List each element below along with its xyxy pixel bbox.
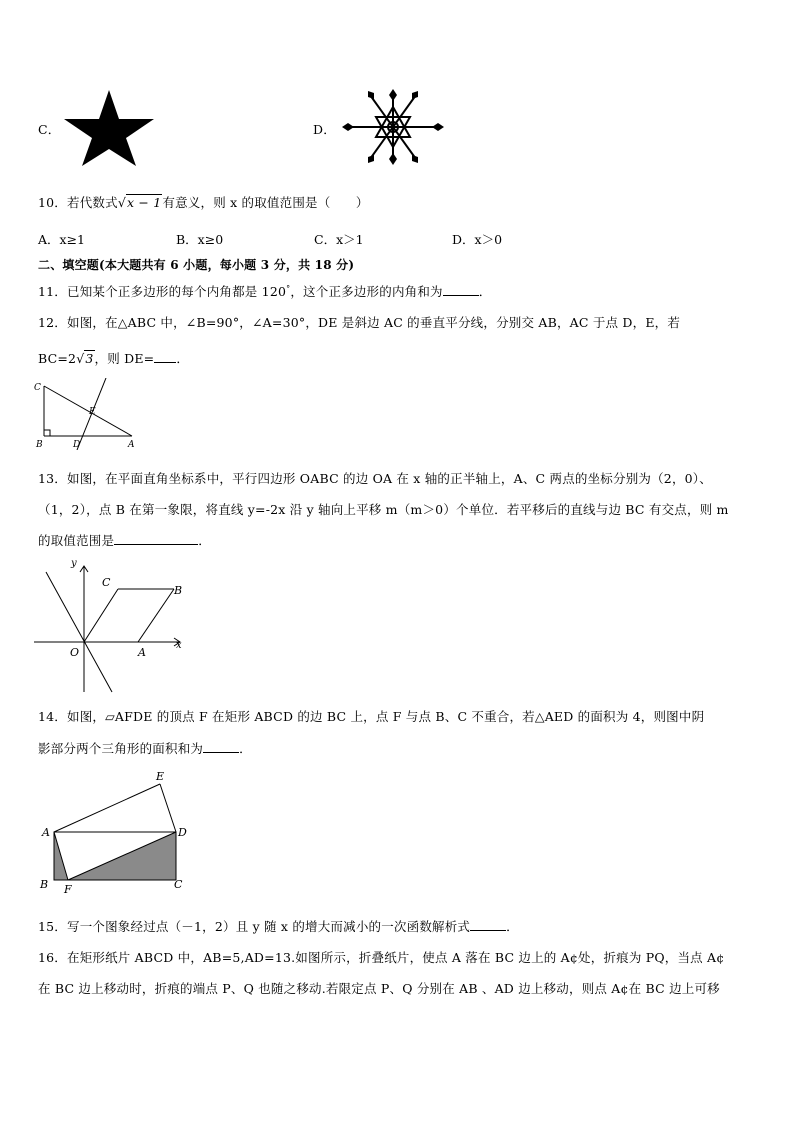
question-11: 11．已知某个正多边形的每个内角都是 120°，这个正多边形的内角和为 ． bbox=[38, 283, 492, 299]
question-14-line1: 14．如图，▱AFDE 的顶点 F 在矩形 ABCD 的边 BC 上，点 F 与点 B、C 不重合，若△AED 的面积为 4，则图中阴 bbox=[38, 709, 705, 724]
question-13-line2: （1，2），点 B 在第一象限，将直线 y=-2x 沿 y 轴向上平移 m（m＞0）个单位．若平移后的直线与边 BC 有交点，则 m bbox=[38, 502, 729, 517]
label-x: x bbox=[176, 640, 182, 651]
question-16-line1: 16．在矩形纸片 ABCD 中，AB=5,AD=13.如图所示，折叠纸片，使点 A 落在 BC 边上的 A¢处，折痕为 PQ，当点 A¢ bbox=[38, 950, 725, 965]
label-a: A bbox=[138, 646, 146, 659]
q10-option-c: C．x＞1 bbox=[314, 232, 364, 247]
question-15: 15．写一个图象经过点（－1，2）且 y 随 x 的增大而减小的一次函数解析式 ． bbox=[38, 919, 519, 934]
label-c: C bbox=[174, 878, 183, 891]
label-b: B bbox=[174, 584, 183, 597]
parallelogram-rectangle-figure bbox=[36, 768, 196, 894]
label-c: C bbox=[102, 576, 111, 589]
label-a: A bbox=[128, 440, 135, 450]
snowflake-icon bbox=[340, 87, 446, 167]
q10-option-a: A．x≥1 bbox=[38, 232, 86, 247]
question-14-line2: 影部分两个三角形的面积和为 ． bbox=[38, 741, 252, 756]
question-12-line2: BC=2√3，则 DE= ． bbox=[38, 351, 190, 366]
answer-blank bbox=[114, 532, 198, 545]
answer-blank bbox=[470, 918, 506, 931]
label-e: E bbox=[156, 770, 165, 783]
label-b: B bbox=[40, 878, 49, 891]
option-d-label: D． bbox=[313, 122, 336, 137]
label-o: O bbox=[70, 646, 80, 659]
star-icon bbox=[62, 88, 156, 168]
label-b: B bbox=[36, 440, 43, 450]
q10-option-b: B．x≥0 bbox=[176, 232, 224, 247]
question-13-line3: 的取值范围是 ． bbox=[38, 533, 211, 548]
label-e: E bbox=[89, 407, 96, 417]
sqrt-expression: √x − 1 bbox=[117, 195, 162, 210]
answer-blank bbox=[203, 740, 239, 753]
option-c-label: C． bbox=[38, 122, 61, 137]
label-d: D bbox=[73, 440, 81, 450]
label-d: D bbox=[178, 826, 187, 839]
label-f: F bbox=[64, 883, 72, 894]
label-y: y bbox=[71, 558, 77, 569]
answer-blank bbox=[154, 350, 176, 363]
label-a: A bbox=[42, 826, 50, 839]
question-13-line1: 13．如图，在平面直角坐标系中，平行四边形 OABC 的边 OA 在 x 轴的正半轴上，A、C 两点的坐标分别为（2，0）、 bbox=[38, 471, 712, 486]
answer-blank bbox=[443, 283, 479, 296]
triangle-figure bbox=[32, 378, 142, 450]
q10-option-d: D．x＞0 bbox=[452, 232, 503, 247]
label-c: C bbox=[34, 383, 41, 393]
coordinate-figure bbox=[34, 554, 194, 696]
section-heading: 二、填空题(本大题共有 6 小题，每小题 3 分，共 18 分) bbox=[38, 258, 355, 272]
question-12-line1: 12．如图，在△ABC 中，∠B=90°，∠A=30°，DE 是斜边 AC 的垂直平分线，分别交 AB，AC 于点 D，E，若 bbox=[38, 315, 681, 330]
question-16-line2: 在 BC 边上移动时，折痕的端点 P、Q 也随之移动.若限定点 P、Q 分别在 AB 、AD 边上移动，则点 A¢在 BC 边上可移 bbox=[38, 981, 720, 996]
question-10: 10．若代数式√x − 1有意义，则 x 的取值范围是（ ） bbox=[38, 195, 369, 210]
